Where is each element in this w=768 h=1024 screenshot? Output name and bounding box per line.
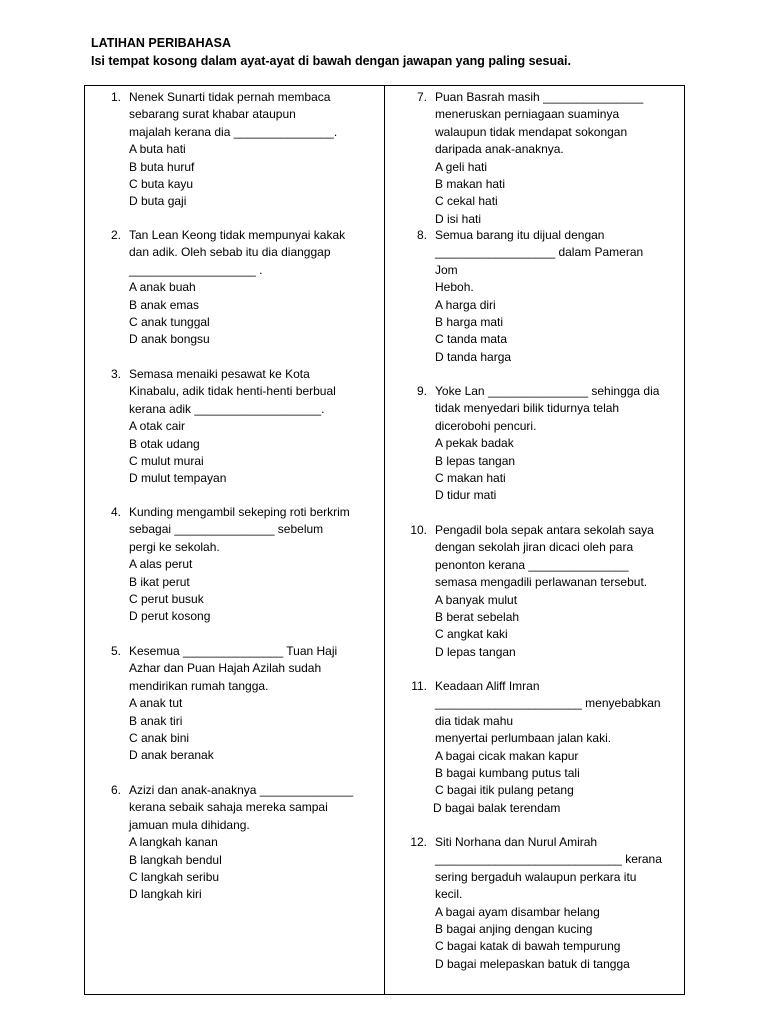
- answer-option-b: B anak tiri: [129, 713, 183, 728]
- question-number: 2.: [110, 228, 121, 242]
- question-stem-line: Semasa menaiki pesawat ke Kota: [129, 367, 310, 381]
- question-stem-line: Puan Basrah masih _______________: [435, 90, 644, 104]
- question-12: [385, 834, 685, 974]
- question-stem-line: Heboh.: [435, 280, 474, 295]
- answer-option-b: B otak udang: [129, 436, 200, 451]
- answer-option-d: D anak bongsu: [129, 332, 210, 347]
- answer-option-a: A geli hati: [435, 159, 488, 174]
- answer-option-b: B makan hati: [435, 176, 506, 191]
- question-number: 8.: [416, 228, 427, 242]
- question-stem-line: Siti Norhana dan Nurul Amirah: [435, 835, 598, 849]
- answer-option-c: C langkah seribu: [129, 869, 220, 884]
- answer-option-a: A harga diri: [435, 297, 496, 312]
- question-stem-line: ______________________ menyebabkan: [435, 696, 661, 711]
- question-7: [385, 89, 685, 229]
- answer-option-a: A banyak mulut: [435, 592, 518, 607]
- question-stem-line: daripada anak-anaknya.: [435, 142, 564, 157]
- question-stem-line: Jom: [435, 262, 458, 277]
- answer-option-a: A bagai cicak makan kapur: [435, 748, 579, 763]
- question-2: [85, 227, 383, 347]
- answer-option-c: C mulut murai: [129, 453, 204, 468]
- answer-option-d: D bagai melepaskan batuk di tangga: [435, 956, 630, 971]
- question-stem-line: mendirikan rumah tangga.: [129, 678, 269, 693]
- question-number: 11.: [411, 679, 427, 693]
- question-10: [385, 522, 685, 662]
- question-stem-line: Tan Lean Keong tidak mempunyai kakak: [129, 228, 346, 242]
- answer-option-d: D mulut tempayan: [129, 471, 227, 486]
- answer-option-d: D isi hati: [435, 211, 482, 226]
- instruction-text: Isi tempat kosong dalam ayat-ayat di bawah dengan jawapan yang paling sesuai.: [91, 54, 571, 68]
- question-stem-line: sebagai _______________ sebelum: [129, 522, 324, 537]
- answer-option-a: A alas perut: [129, 557, 193, 572]
- answer-option-c: C buta kayu: [129, 176, 194, 191]
- question-number: 7.: [416, 90, 427, 104]
- question-stem-line: semasa mengadili perlawanan tersebut.: [435, 575, 648, 590]
- answer-option-c: C makan hati: [435, 470, 506, 485]
- question-stem-line: Azhar dan Puan Hajah Azilah sudah: [129, 661, 322, 676]
- answer-option-b: B bagai anjing dengan kucing: [435, 921, 593, 936]
- question-number: 6.: [110, 783, 121, 797]
- question-9: [385, 383, 685, 503]
- page-title: LATIHAN PERIBAHASA: [91, 36, 232, 50]
- question-stem-line: tidak menyedari bilik tidurnya telah: [435, 401, 620, 416]
- answer-option-d: D anak beranak: [129, 748, 214, 763]
- question-number: 4.: [110, 505, 121, 519]
- question-stem-line: sebarang surat khabar ataupun: [129, 107, 296, 122]
- question-stem-line: dicerobohi pencuri.: [435, 418, 537, 433]
- answer-option-b: B ikat perut: [129, 574, 190, 589]
- question-stem-line: sering bergaduh walaupun perkara itu: [435, 869, 637, 884]
- answer-option-d: D tanda harga: [435, 349, 512, 364]
- question-stem-line: __________________ dalam Pameran: [435, 245, 644, 260]
- question-stem-line: jamuan mula dihidang.: [129, 817, 250, 832]
- question-stem-line: menyertai perlumbaan jalan kaki.: [435, 731, 612, 746]
- question-stem-line: penonton kerana _______________: [435, 557, 629, 572]
- answer-option-a: A buta hati: [129, 142, 186, 157]
- answer-option-b: B berat sebelah: [435, 609, 520, 624]
- question-stem-line: Kunding mengambil sekeping roti berkrim: [129, 505, 350, 519]
- answer-option-d: D tidur mati: [435, 488, 497, 503]
- question-stem-line: walaupun tidak mendapat sokongan: [435, 124, 628, 139]
- answer-option-b: B harga mati: [435, 314, 504, 329]
- question-stem-line: kerana sebaik sahaja mereka sampai: [129, 800, 328, 815]
- answer-option-c: C bagai itik pulang petang: [435, 783, 574, 798]
- answer-option-c: C anak tunggal: [129, 314, 210, 329]
- answer-option-a: A langkah kanan: [129, 835, 218, 850]
- answer-option-b: B bagai kumbang putus tali: [435, 765, 580, 780]
- answer-option-a: A otak cair: [129, 419, 186, 434]
- question-stem-line: dia tidak mahu: [435, 713, 514, 728]
- question-stem-line: ____________________________ kerana: [435, 852, 662, 867]
- answer-option-b: B buta huruf: [129, 159, 195, 174]
- answer-option-c: C bagai katak di bawah tempurung: [435, 939, 621, 954]
- question-number: 10.: [410, 523, 427, 537]
- question-11: [385, 678, 685, 818]
- answer-option-c: C tanda mata: [435, 332, 508, 347]
- question-5: [85, 643, 383, 763]
- answer-option-d: D perut kosong: [129, 609, 211, 624]
- question-3: [85, 366, 383, 486]
- answer-option-d: D lepas tangan: [435, 644, 516, 659]
- question-stem-line: pergi ke sekolah.: [129, 539, 220, 554]
- answer-option-b: B langkah bendul: [129, 852, 222, 867]
- question-stem-line: Semua barang itu dijual dengan: [435, 228, 605, 242]
- question-number: 5.: [110, 644, 121, 658]
- question-stem-line: Kesemua _______________ Tuan Haji: [129, 644, 338, 658]
- question-stem-line: Keadaan Aliff Imran: [435, 679, 540, 693]
- question-8: [385, 227, 685, 367]
- answer-option-c: C perut busuk: [129, 591, 204, 606]
- answer-option-b: B anak emas: [129, 297, 200, 312]
- answer-option-a: A pekak badak: [435, 436, 514, 451]
- question-number: 9.: [416, 384, 427, 398]
- question-stem-line: ___________________ .: [129, 262, 263, 277]
- question-stem-line: dan adik. Oleh sebab itu dia dianggap: [129, 245, 331, 260]
- question-1: [85, 89, 383, 209]
- answer-option-c: C cekal hati: [435, 194, 498, 209]
- question-4: [85, 504, 383, 624]
- answer-option-d: D bagai balak terendam: [433, 800, 561, 815]
- answer-option-d: D buta gaji: [129, 194, 187, 209]
- answer-option-a: A bagai ayam disambar helang: [435, 904, 600, 919]
- question-stem-line: Azizi dan anak-anaknya ______________: [129, 783, 354, 797]
- question-stem-line: Kinabalu, adik tidak henti-henti berbual: [129, 384, 336, 399]
- answer-option-c: C angkat kaki: [435, 627, 508, 642]
- question-6: [85, 782, 383, 902]
- question-stem-line: Pengadil bola sepak antara sekolah saya: [435, 523, 654, 537]
- answer-option-c: C anak bini: [129, 730, 190, 745]
- question-number: 3.: [110, 367, 121, 381]
- question-stem-line: Yoke Lan _______________ sehingga dia: [435, 384, 660, 398]
- answer-option-a: A anak buah: [129, 280, 196, 295]
- question-stem-line: kecil.: [435, 887, 463, 902]
- answer-option-b: B lepas tangan: [435, 453, 516, 468]
- question-stem-line: Nenek Sunarti tidak pernah membaca: [129, 90, 331, 104]
- question-stem-line: majalah kerana dia _______________.: [129, 124, 338, 139]
- question-number: 12.: [410, 835, 427, 849]
- answer-option-d: D langkah kiri: [129, 887, 202, 902]
- question-number: 1.: [110, 90, 121, 104]
- question-stem-line: meneruskan perniagaan suaminya: [435, 107, 620, 122]
- question-stem-line: kerana adik ___________________.: [129, 401, 325, 416]
- answer-option-a: A anak tut: [129, 696, 183, 711]
- question-stem-line: dengan sekolah jiran dicaci oleh para: [435, 540, 634, 555]
- question-table: [84, 85, 685, 995]
